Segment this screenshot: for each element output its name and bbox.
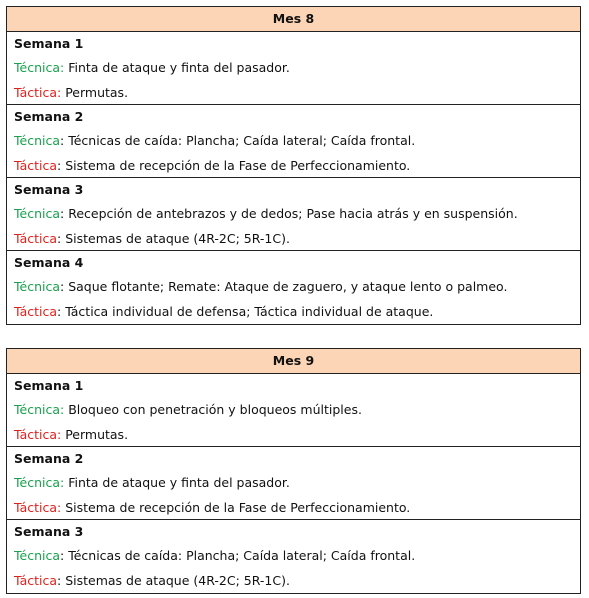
tecnica-label: Técnica <box>14 133 61 149</box>
tactica-line <box>7 569 580 593</box>
tecnica-label: Técnica: <box>14 60 65 76</box>
week-block <box>7 374 580 447</box>
tactica-line <box>7 423 580 447</box>
tactica-text: Sistema de recepción de la Fase de Perfeccionamiento. <box>61 499 411 515</box>
tactica-line <box>7 227 580 251</box>
tecnica-label: Técnica <box>14 279 61 295</box>
month-table-mes-9 <box>6 348 581 594</box>
tactica-label: Táctica <box>14 157 58 173</box>
tecnica-line <box>7 202 580 226</box>
tactica-line <box>7 154 580 178</box>
tecnica-text: Finta de ataque y finta del pasador. <box>64 60 290 76</box>
week-block <box>7 520 580 593</box>
tecnica-label: Técnica: <box>14 475 65 491</box>
tactica-label: Táctica: <box>14 426 62 442</box>
tecnica-label: Técnica <box>14 206 61 222</box>
week-block <box>7 32 580 105</box>
tecnica-line <box>7 398 580 422</box>
tactica-text: : Sistemas de ataque (4R-2C; 5R-1C). <box>57 230 290 246</box>
tecnica-label: Técnica: <box>14 402 65 418</box>
week-block <box>7 447 580 520</box>
tecnica-text: : Saque flotante; Remate: Ataque de zaguero, y ataque lento o palmeo. <box>60 279 508 295</box>
week-title: Semana 2 <box>14 109 84 124</box>
tactica-label: Táctica: <box>14 499 62 515</box>
tecnica-label: Técnica <box>14 548 61 564</box>
tecnica-line <box>7 471 580 495</box>
tactica-label: Táctica: <box>14 84 62 100</box>
tecnica-text: : Técnicas de caída: Plancha; Caída lateral; Caída frontal. <box>60 133 416 149</box>
tactica-line <box>7 300 580 324</box>
tecnica-text: : Recepción de antebrazos y de dedos; Pase hacia atrás y en suspensión. <box>60 206 518 222</box>
week-title: Semana 2 <box>14 451 84 466</box>
week-block <box>7 251 580 324</box>
week-title: Semana 1 <box>14 378 84 393</box>
tecnica-text: : Técnicas de caída: Plancha; Caída lateral; Caída frontal. <box>60 548 416 564</box>
tactica-label: Táctica <box>14 230 58 246</box>
tactica-text: : Táctica individual de defensa; Táctica individual de ataque. <box>57 303 434 319</box>
tactica-line <box>7 496 580 520</box>
tactica-line <box>7 81 580 105</box>
tecnica-line <box>7 56 580 80</box>
week-title: Semana 3 <box>14 182 84 197</box>
week-title: Semana 3 <box>14 524 84 539</box>
tecnica-line <box>7 544 580 568</box>
tecnica-text: Bloqueo con penetración y bloqueos múltiples. <box>64 402 362 418</box>
tactica-text: : Sistemas de ataque (4R-2C; 5R-1C). <box>57 572 290 588</box>
tactica-label: Táctica <box>14 303 58 319</box>
week-title: Semana 4 <box>14 255 84 270</box>
tactica-text: Permutas. <box>61 84 129 100</box>
week-block <box>7 178 580 251</box>
tecnica-line <box>7 129 580 153</box>
tactica-text: Permutas. <box>61 426 129 442</box>
month-header: Mes 9 <box>7 349 580 374</box>
tactica-label: Táctica <box>14 572 58 588</box>
week-block <box>7 105 580 178</box>
tecnica-text: Finta de ataque y finta del pasador. <box>64 475 290 491</box>
month-table-mes-8 <box>6 6 581 325</box>
month-header: Mes 8 <box>7 7 580 32</box>
week-title: Semana 1 <box>14 36 84 51</box>
tecnica-line <box>7 275 580 299</box>
tactica-text: : Sistema de recepción de la Fase de Perfeccionamiento. <box>57 157 411 173</box>
